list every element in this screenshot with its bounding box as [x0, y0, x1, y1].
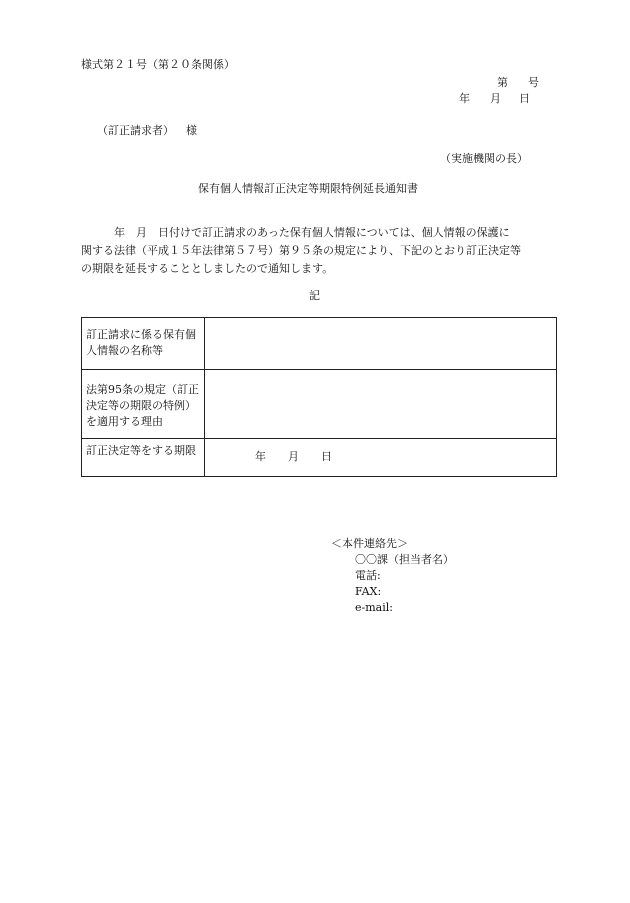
table-row: [82, 318, 557, 370]
table-value: [205, 318, 557, 370]
table-label: 訂正請求に係る保有個人情報の名称等: [82, 318, 205, 370]
document-date: [459, 92, 530, 106]
contact-heading: ＜本件連絡先＞: [331, 537, 408, 550]
document-number-dai: 第: [497, 76, 508, 89]
date-month: 月: [490, 92, 501, 105]
addressee-name: （訂正請求者）: [97, 124, 174, 137]
table-value: 年 月 日: [205, 439, 557, 477]
addressee: [97, 124, 197, 138]
document-title: 保有個人情報訂正決定等期限特例延長通知書: [198, 182, 418, 195]
table-label: 法第95条の規定（訂正決定等の期限の特例）を適用する理由: [82, 370, 205, 439]
table-label: 訂正決定等をする期限: [82, 439, 205, 477]
contact-phone: 電話:: [355, 569, 381, 582]
ki-heading: 記: [309, 289, 320, 302]
contact-email: e-mail:: [355, 601, 393, 614]
body-text: [81, 224, 557, 278]
body-line-1: 年 月 日付けで訂正請求のあった保有個人情報については、個人情報の保護に: [81, 226, 510, 239]
contact-fax: FAX:: [355, 585, 382, 598]
table-value: [205, 370, 557, 439]
date-year: 年: [459, 92, 470, 105]
details-table: [81, 317, 557, 477]
body-line-3: の期限を延長することとしましたので通知します。: [81, 262, 334, 275]
form-number: 様式第２１号（第２０条関係）: [81, 58, 235, 71]
addressee-honorific: 様: [186, 124, 197, 137]
document-number: [497, 76, 539, 90]
sender: （実施機関の長）: [440, 152, 528, 165]
date-day: 日: [519, 92, 530, 105]
body-line-2: 関する法律（平成１５年法律第５７号）第９５条の規定により、下記のとおり訂正決定等: [81, 244, 521, 257]
contact-dept: 〇〇課（担当者名）: [355, 553, 454, 566]
document-number-go: 号: [528, 76, 539, 89]
table-row: [82, 370, 557, 439]
table-row: [82, 439, 557, 477]
contact-info: [331, 536, 454, 616]
